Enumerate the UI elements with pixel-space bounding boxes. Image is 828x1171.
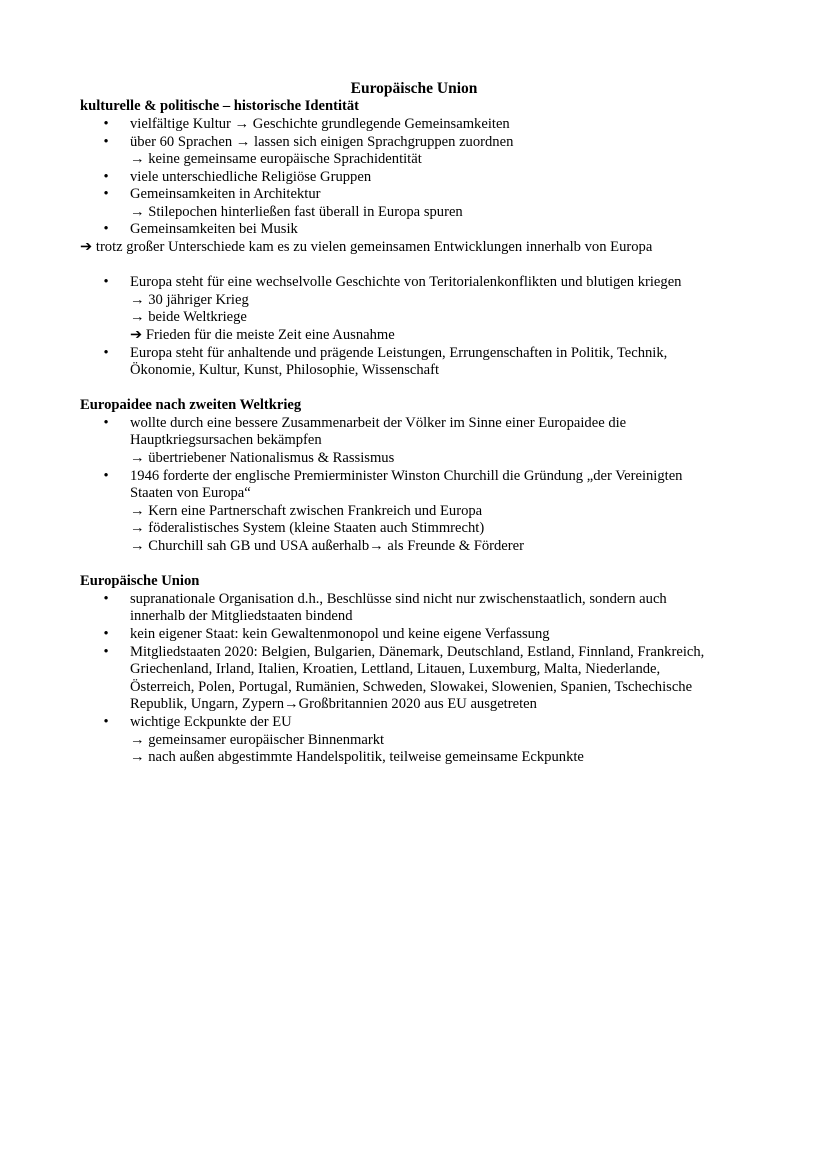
conclusion-line [80, 239, 652, 257]
bullet-icon: • [103, 116, 109, 132]
page-title: Europäische Union [350, 80, 478, 97]
bullet-icon: • [103, 169, 109, 185]
list-item-continuation: Republik, Ungarn, Zypern→Großbritannien 2020 aus EU ausgetreten [130, 696, 537, 712]
list-item: Gemeinsamkeiten bei Musik [130, 221, 298, 237]
arrow-right-icon: ➔ [130, 327, 143, 343]
list-subitem: → 30 jähriger Krieg [130, 292, 249, 308]
list-subitem: → keine gemeinsame europäische Sprachidentität [130, 151, 422, 167]
conclusion-text: trotz großer Unterschiede kam es zu vielen gemeinsamen Entwicklungen innerhalb von Europa [95, 239, 653, 255]
list-item-continuation: Hauptkriegsursachen bekämpfen [130, 432, 322, 448]
list-subitem: → gemeinsamer europäischer Binnenmarkt [130, 732, 385, 748]
list-item: viele unterschiedliche Religiöse Gruppen [130, 169, 372, 185]
list-subitem: → Stilepochen hinterließen fast überall in Europa spuren [130, 204, 463, 220]
section-heading-identity: kulturelle & politische – historische Identität [80, 98, 360, 114]
bullet-icon: • [103, 415, 109, 431]
arrow-right-icon: ➔ [80, 239, 93, 255]
list-subitem: → Kern eine Partnerschaft zwischen Frankreich und Europa [130, 503, 483, 519]
bullet-icon: • [103, 644, 109, 660]
list-item-continuation: innerhalb der Mitgliedstaaten bindend [130, 608, 353, 624]
list-subitem: → föderalistisches System (kleine Staaten auch Stimmrecht) [130, 520, 485, 536]
list-item-continuation: Staaten von Europa“ [130, 485, 251, 501]
list-subitem [130, 327, 395, 345]
list-item: vielfältige Kultur → Geschichte grundlegende Gemeinsamkeiten [130, 116, 510, 132]
bullet-icon: • [103, 186, 109, 202]
list-item: kein eigener Staat: kein Gewaltenmonopol und keine eigene Verfassung [130, 626, 550, 642]
bullet-icon: • [103, 221, 109, 237]
list-item: Mitgliedstaaten 2020: Belgien, Bulgarien, Dänemark, Deutschland, Estland, Finnland, Frankreich, [130, 644, 705, 660]
section-heading-europaidee: Europaidee nach zweiten Weltkrieg [80, 397, 302, 413]
list-item: Europa steht für eine wechselvolle Geschichte von Teritorialenkonflikten und blutigen kriegen [130, 274, 682, 290]
subitem-text: Frieden für die meiste Zeit eine Ausnahme [145, 327, 395, 343]
list-item: supranationale Organisation d.h., Beschlüsse sind nicht nur zwischenstaatlich, sondern auch [130, 591, 667, 607]
section-heading-eu: Europäische Union [80, 573, 200, 589]
list-item: 1946 forderte der englische Premierminister Winston Churchill die Gründung „der Vereinigten [130, 468, 683, 484]
bullet-icon: • [103, 626, 109, 642]
bullet-icon: • [103, 274, 109, 290]
bullet-icon: • [103, 468, 109, 484]
list-item-continuation: Österreich, Polen, Portugal, Rumänien, Schweden, Slowakei, Slowenien, Spanien, Tschechische [130, 679, 693, 695]
bullet-icon: • [103, 591, 109, 607]
list-item: Gemeinsamkeiten in Architektur [130, 186, 321, 202]
list-subitem: → beide Weltkriege [130, 309, 247, 325]
bullet-icon: • [103, 345, 109, 361]
list-item-continuation: Ökonomie, Kultur, Kunst, Philosophie, Wissenschaft [130, 362, 440, 378]
list-item: Europa steht für anhaltende und prägende Leistungen, Errungenschaften in Politik, Technik, [130, 345, 668, 361]
list-item-continuation: Griechenland, Irland, Italien, Kroatien, Lettland, Litauen, Luxemburg, Malta, Niederlande, [130, 661, 661, 677]
list-item: über 60 Sprachen → lassen sich einigen Sprachgruppen zuordnen [130, 134, 514, 150]
list-item: wichtige Eckpunkte der EU [130, 714, 292, 730]
list-item: wollte durch eine bessere Zusammenarbeit der Völker im Sinne einer Europaidee die [130, 415, 627, 431]
list-subitem: → übertriebener Nationalismus & Rassismus [130, 450, 395, 466]
bullet-icon: • [103, 714, 109, 730]
list-subitem: → Churchill sah GB und USA außerhalb→ als Freunde & Förderer [130, 538, 524, 554]
list-subitem: → nach außen abgestimmte Handelspolitik, teilweise gemeinsame Eckpunkte [130, 749, 584, 765]
bullet-icon: • [103, 134, 109, 150]
